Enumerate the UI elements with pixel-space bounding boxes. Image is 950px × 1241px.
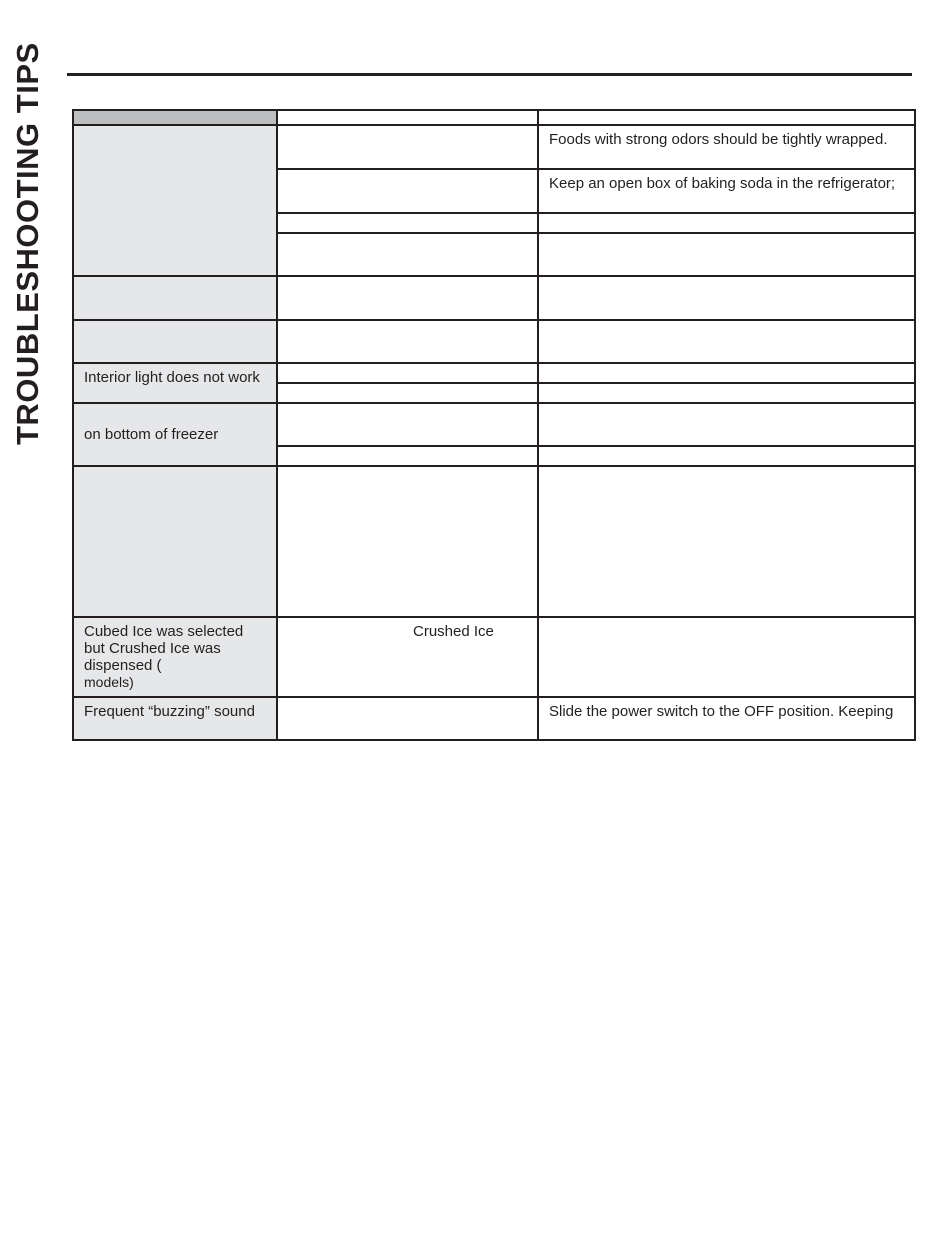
header-rule: [67, 73, 912, 76]
table-row: [73, 320, 915, 363]
cause-cell: [277, 697, 538, 740]
cause-cell: [277, 213, 538, 233]
problem-text-line: Cubed Ice was selected: [84, 623, 244, 640]
table-row: [73, 125, 915, 169]
cause-cell: [277, 276, 538, 320]
cause-cell: [277, 383, 538, 403]
fix-cell: Foods with strong odors should be tightly wrapped.: [538, 125, 915, 169]
problem-cell-interior-light: Interior light does not work: [73, 363, 277, 403]
fix-cell: [538, 276, 915, 320]
table-row: [73, 363, 915, 383]
cause-cell: [277, 125, 538, 169]
problem-text-line: models): [84, 674, 134, 690]
problem-cell-buzzing: Frequent “buzzing” sound: [73, 697, 277, 740]
table-row: [73, 466, 915, 617]
table-row: [73, 697, 915, 740]
cause-cell: [277, 466, 538, 617]
problem-text-line: dispensed (: [84, 657, 162, 674]
fix-cell: [538, 363, 915, 383]
cause-cell: [277, 403, 538, 446]
table-header-row: [73, 110, 915, 125]
cause-cell: [277, 363, 538, 383]
fix-cell: Keep an open box of baking soda in the refrigerator;: [538, 169, 915, 213]
header-cell-cause: [277, 110, 538, 125]
cause-cell: [277, 169, 538, 213]
fix-cell: [538, 446, 915, 466]
cause-cell: [277, 320, 538, 363]
fix-cell: [538, 403, 915, 446]
page-section-title: TROUBLESHOOTING TIPS: [10, 42, 45, 445]
problem-cell-odor: [73, 125, 277, 276]
table-row: [73, 276, 915, 320]
problem-cell-freezer-bottom: on bottom of freezer: [73, 403, 277, 466]
cause-cell: [277, 446, 538, 466]
header-cell-fix: [538, 110, 915, 125]
table-row: [73, 403, 915, 446]
fix-cell: [538, 320, 915, 363]
header-cell-problem: [73, 110, 277, 125]
fix-cell: [538, 383, 915, 403]
table-row: [73, 617, 915, 697]
problem-cell: [73, 466, 277, 617]
fix-cell: [538, 466, 915, 617]
fix-cell: [538, 617, 915, 697]
fix-cell: Slide the power switch to the OFF position. Keeping: [538, 697, 915, 740]
problem-cell-cubed-ice: [73, 617, 277, 697]
fix-cell: [538, 233, 915, 276]
cause-cell: [277, 233, 538, 276]
problem-text-line: but Crushed Ice was: [84, 640, 221, 657]
problem-cell: [73, 276, 277, 320]
problem-cell: [73, 320, 277, 363]
troubleshooting-table: [72, 109, 912, 741]
fix-cell: [538, 213, 915, 233]
cause-cell: Crushed Ice: [277, 617, 538, 697]
